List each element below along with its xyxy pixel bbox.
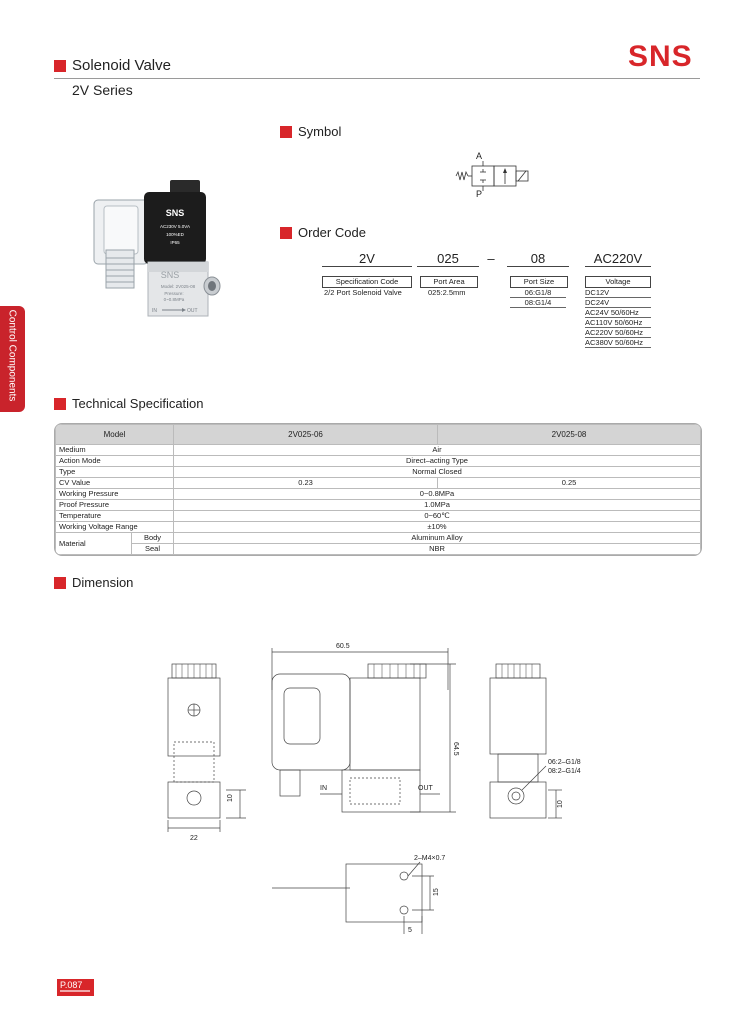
title-divider bbox=[54, 78, 700, 79]
spec-label: Working Voltage Range bbox=[56, 522, 174, 533]
port-area-label: Port Area bbox=[420, 276, 478, 288]
symbol-bullet bbox=[280, 126, 292, 138]
dim-port-1: 06:2–G1/8 bbox=[548, 759, 581, 766]
symbol-port-p: P bbox=[476, 189, 483, 198]
spec-value: Normal Closed bbox=[174, 467, 701, 478]
bottom-view bbox=[272, 862, 434, 934]
dim-base-right: 10 bbox=[557, 800, 564, 808]
spec-label: Proof Pressure bbox=[56, 500, 174, 511]
table-row bbox=[56, 478, 701, 489]
code-spec: 2V bbox=[359, 251, 375, 266]
body-brand: SNS bbox=[160, 270, 180, 280]
dim-in-label: IN bbox=[320, 785, 327, 792]
coil-line-1: AC230V 5.0VA bbox=[160, 224, 190, 229]
code-port-area: 025 bbox=[437, 251, 459, 266]
voltage-value-2: DC24V bbox=[585, 298, 651, 308]
code-port-size: 08 bbox=[530, 251, 546, 266]
spec-label: Temperature bbox=[56, 511, 174, 522]
table-row bbox=[56, 500, 701, 511]
port-size-label: Port Size bbox=[510, 276, 568, 288]
dim-out-label: OUT bbox=[418, 785, 433, 792]
spec-label: Type bbox=[56, 467, 174, 478]
port-size-value-1: 06:G1/8 bbox=[510, 288, 566, 298]
side-tab[interactable] bbox=[0, 306, 25, 412]
code-port-size-underline bbox=[507, 266, 569, 267]
spec-material-label: Material bbox=[56, 533, 132, 555]
spec-value: 0~60℃ bbox=[174, 511, 701, 522]
voltage-label: Voltage bbox=[585, 276, 651, 288]
tech-spec-bullet bbox=[54, 398, 66, 410]
tech-spec-title: Technical Specification bbox=[72, 396, 204, 411]
code-dash: – bbox=[487, 251, 495, 266]
spring-icon bbox=[456, 172, 468, 180]
page-number-label: P.087 bbox=[60, 980, 83, 990]
spec-body-value: Aluminum Alloy bbox=[174, 533, 701, 544]
dimension-title: Dimension bbox=[72, 575, 134, 590]
code-port-area-underline bbox=[417, 266, 479, 267]
side-tab-label: Control Components bbox=[6, 309, 18, 402]
dimension-drawing bbox=[150, 630, 600, 950]
port-area-value: 025:2.5mm bbox=[428, 288, 466, 297]
table-row bbox=[56, 467, 701, 478]
spec-header-08: 2V025-08 bbox=[438, 425, 701, 445]
spec-value-08: 0.25 bbox=[438, 478, 701, 489]
end-view bbox=[490, 664, 562, 818]
spec-code-value: 2/2 Port Solenoid Valve bbox=[324, 288, 402, 297]
body-in-label: IN bbox=[152, 308, 157, 314]
spec-label: CV Value bbox=[56, 478, 174, 489]
code-spec-underline bbox=[322, 266, 412, 267]
product-photo bbox=[90, 178, 250, 318]
body-line-2: Pressure: bbox=[164, 291, 184, 296]
spec-code-label: Specification Code bbox=[322, 276, 412, 288]
spec-value: 1.0MPa bbox=[174, 500, 701, 511]
coil-line-2: 100%ED bbox=[166, 232, 184, 237]
spec-label: Working Pressure bbox=[56, 489, 174, 500]
valve-symbol bbox=[452, 148, 534, 198]
port-size-value-2: 08:G1/4 bbox=[510, 298, 566, 308]
dim-width-left: 22 bbox=[190, 835, 198, 842]
code-voltage: AC220V bbox=[593, 251, 643, 266]
table-row bbox=[56, 489, 701, 500]
body-line-1: Model: 2V025-08 bbox=[160, 284, 196, 289]
spec-seal-label: Seal bbox=[132, 544, 174, 555]
body-line-3: 0~0.8MPa bbox=[163, 297, 185, 302]
page-title: Solenoid Valve bbox=[72, 57, 171, 74]
voltage-value-5: AC220V 50/60Hz bbox=[585, 328, 651, 338]
front-view bbox=[168, 664, 246, 832]
spec-table bbox=[54, 423, 702, 556]
table-row bbox=[56, 533, 701, 544]
series-title: 2V Series bbox=[72, 82, 133, 98]
voltage-value-4: AC110V 50/60Hz bbox=[585, 318, 651, 328]
page-number-bar bbox=[60, 990, 90, 992]
spec-seal-value: NBR bbox=[174, 544, 701, 555]
dim-port-2: 08:2–G1/4 bbox=[548, 768, 581, 775]
order-code-title: Order Code bbox=[298, 225, 366, 240]
brand-logo: SNS bbox=[628, 40, 693, 73]
voltage-value-1: DC12V bbox=[585, 288, 651, 298]
spec-header-row bbox=[56, 425, 701, 445]
spec-value: 0~0.8MPa bbox=[174, 489, 701, 500]
voltage-value-6: AC380V 50/60Hz bbox=[585, 338, 651, 348]
spec-value-06: 0.23 bbox=[174, 478, 438, 489]
dim-hole-pitch: 15 bbox=[433, 888, 440, 896]
table-row bbox=[56, 445, 701, 456]
spec-header-06: 2V025-06 bbox=[174, 425, 438, 445]
dim-holes: 2–M4×0.7 bbox=[414, 855, 446, 862]
spec-body-label: Body bbox=[132, 533, 174, 544]
spec-label: Action Mode bbox=[56, 456, 174, 467]
symbol-port-a: A bbox=[476, 151, 483, 161]
spec-value: Air bbox=[174, 445, 701, 456]
spec-label: Medium bbox=[56, 445, 174, 456]
order-code-bullet bbox=[280, 227, 292, 239]
spec-value: ±10% bbox=[174, 522, 701, 533]
dim-base-left: 10 bbox=[227, 794, 234, 802]
dim-height-right: 64.5 bbox=[452, 742, 459, 756]
table-row bbox=[56, 544, 701, 555]
coil-brand: SNS bbox=[165, 208, 185, 218]
dim-hole-offset: 5 bbox=[408, 927, 412, 934]
table-row bbox=[56, 522, 701, 533]
title-bullet bbox=[54, 60, 66, 72]
coil-nut bbox=[170, 180, 200, 194]
page-number bbox=[57, 979, 94, 996]
spec-header-model: Model bbox=[56, 425, 174, 445]
body-out-label: OUT bbox=[187, 308, 198, 314]
voltage-value-3: AC24V 50/60Hz bbox=[585, 308, 651, 318]
spec-value: Direct–acting Type bbox=[174, 456, 701, 467]
coil-line-3: IP65 bbox=[170, 240, 180, 245]
symbol-title: Symbol bbox=[298, 124, 342, 139]
dimension-bullet bbox=[54, 577, 66, 589]
table-row bbox=[56, 456, 701, 467]
table-row bbox=[56, 511, 701, 522]
code-voltage-underline bbox=[585, 266, 651, 267]
dim-width-top: 60.5 bbox=[336, 643, 350, 650]
